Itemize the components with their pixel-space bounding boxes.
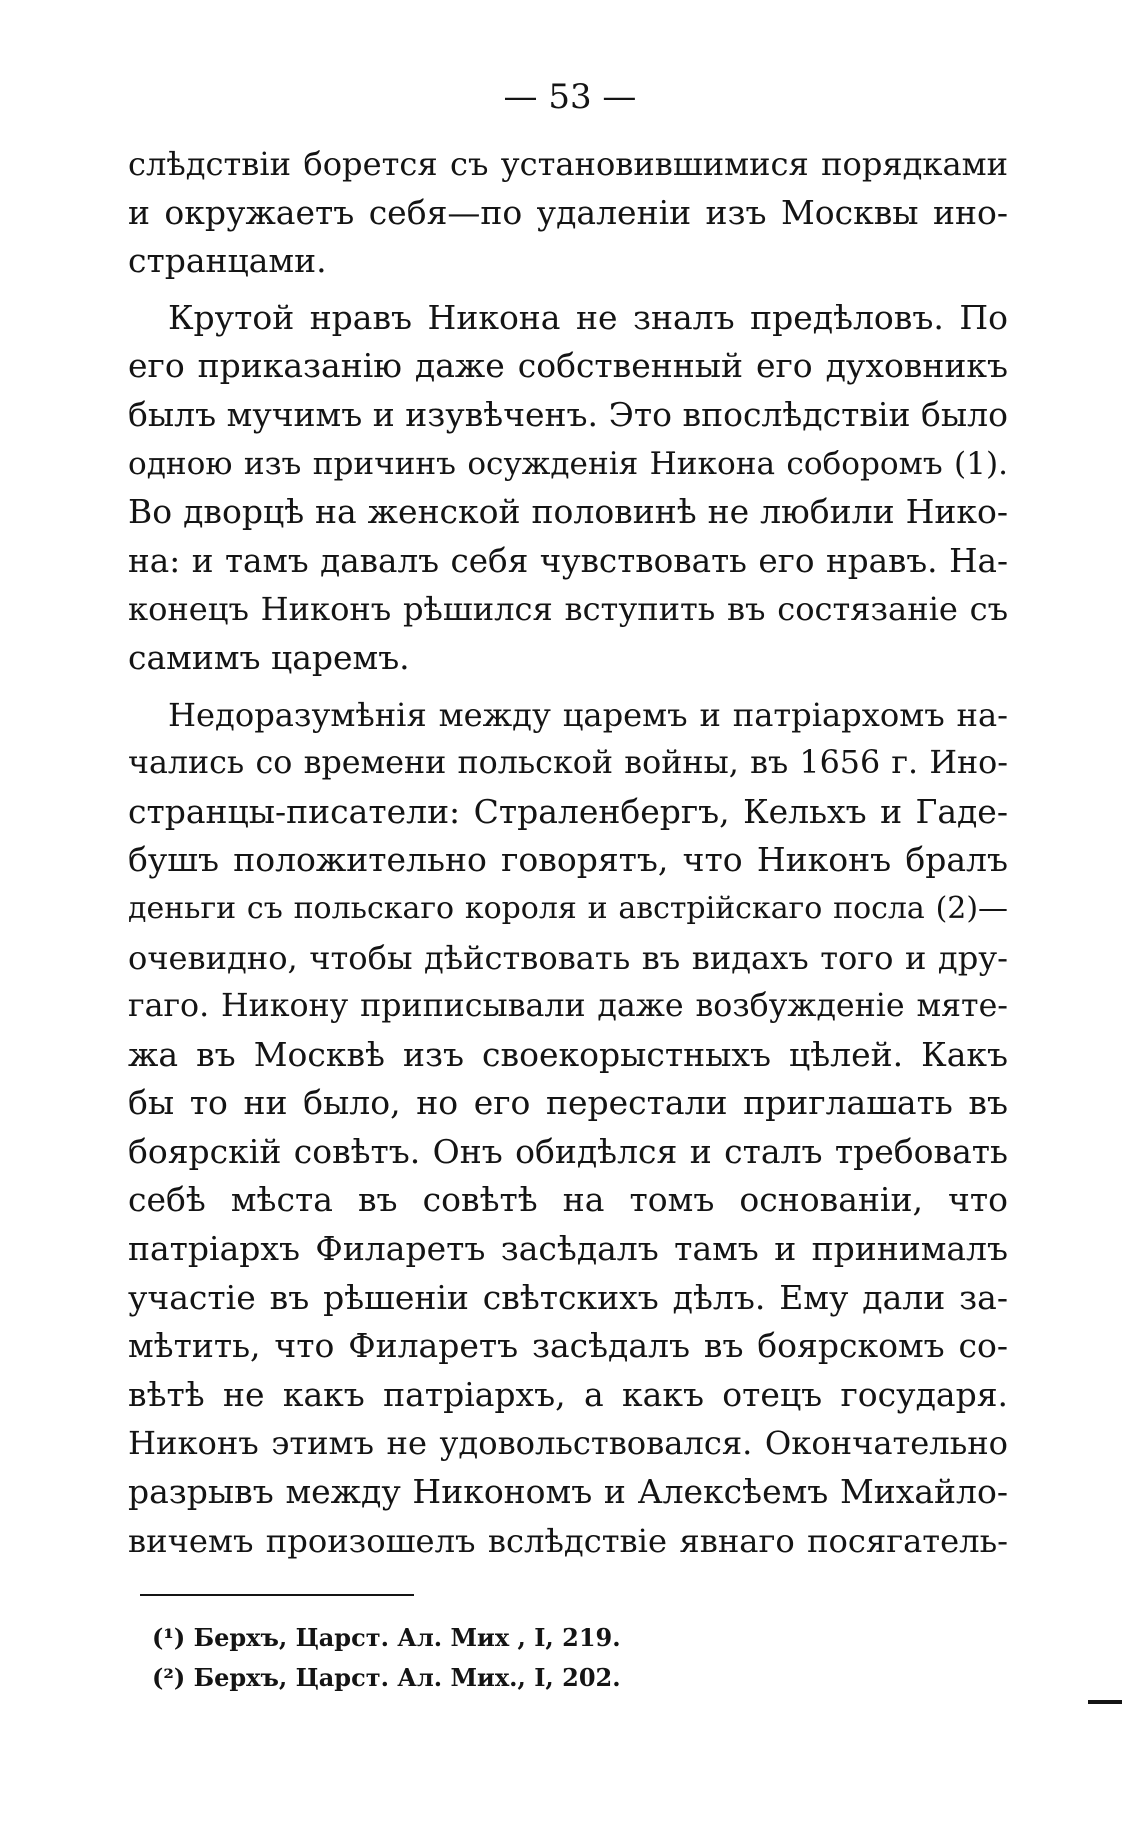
text-line: странцами. xyxy=(128,241,327,281)
text-line: Недоразумѣнія между царемъ и патріархомъ на- xyxy=(168,695,1008,734)
text-line: Во дворцѣ на женской половинѣ не любили Нико- xyxy=(128,492,1008,532)
paragraph xyxy=(128,294,1008,683)
text-line: очевидно, чтобы дѣйствовать въ видахъ того и дру- xyxy=(128,938,1008,977)
text-line: боярскій совѣтъ. Онъ обидѣлся и сталъ требовать xyxy=(128,1131,1008,1171)
paragraph xyxy=(128,691,1008,1566)
body-text xyxy=(128,140,1008,1573)
footnote-divider xyxy=(140,1594,414,1596)
text-line: гаго. Никону приписывали даже возбужденіе мяте- xyxy=(128,988,1008,1025)
text-line: Крутой нравъ Никона не зналъ предѣловъ. По xyxy=(168,297,1008,337)
text-line: слѣдствіи борется съ установившимися порядками xyxy=(128,145,1008,183)
text-line: жа въ Москвѣ изъ своекорыстныхъ цѣлей. Какъ xyxy=(128,1034,1008,1074)
text-line: бы то ни было, но его перестали приглашать въ xyxy=(128,1083,1008,1123)
text-line: себѣ мѣста въ совѣтѣ на томъ основаніи, что xyxy=(128,1180,1008,1220)
text-line: бушъ положительно говорятъ, что Никонъ бралъ xyxy=(128,840,1008,880)
paragraph xyxy=(128,140,1008,286)
page-number: — 53 — xyxy=(503,77,637,117)
text-line: на: и тамъ давалъ себя чувствовать его нравъ. На- xyxy=(128,541,1008,580)
footnote: (¹) Берхъ, Царст. Ал. Мих , I, 219. xyxy=(152,1623,621,1652)
text-line: странцы-писатели: Страленбергъ, Кельхъ и Гаде- xyxy=(128,791,1008,831)
text-line: вѣтѣ не какъ патріархъ, а какъ отецъ государя. xyxy=(128,1374,1008,1414)
text-line: деньги съ польскаго короля и австрійскаго посла (2)— xyxy=(128,890,1008,926)
text-line: его приказанію даже собственный его духовникъ xyxy=(128,346,1008,386)
footnotes xyxy=(152,1618,621,1698)
text-line: былъ мучимъ и изувѣченъ. Это впослѣдствіи было xyxy=(128,394,1008,434)
text-line: мѣтить, что Филаретъ засѣдалъ въ боярскомъ со- xyxy=(128,1326,1008,1366)
text-line: Никонъ этимъ не удовольствовался. Окончательно xyxy=(128,1424,1008,1463)
text-line: самимъ царемъ. xyxy=(128,637,410,677)
text-line: участіе въ рѣшеніи свѣтскихъ дѣлъ. Ему дали за- xyxy=(128,1277,1008,1317)
text-line: одною изъ причинъ осужденія Никона соборомъ (1). xyxy=(128,445,1008,482)
text-line: чались со времени польской войны, въ 1656 г. Ино- xyxy=(128,745,1008,782)
text-line: разрывъ между Никономъ и Алексѣемъ Михайло- xyxy=(128,1472,1008,1512)
text-line: и окружаетъ себя—по удаленіи изъ Москвы ино- xyxy=(128,192,1008,232)
text-line: вичемъ произошелъ вслѣдствіе явнаго посягатель- xyxy=(128,1521,1008,1560)
margin-mark xyxy=(1088,1700,1122,1704)
footnote: (²) Берхъ, Царст. Ал. Мих., I, 202. xyxy=(152,1663,621,1692)
text-line: конецъ Никонъ рѣшился вступить въ состязаніе съ xyxy=(128,590,1008,629)
text-line: патріархъ Филаретъ засѣдалъ тамъ и принималъ xyxy=(128,1229,1008,1269)
